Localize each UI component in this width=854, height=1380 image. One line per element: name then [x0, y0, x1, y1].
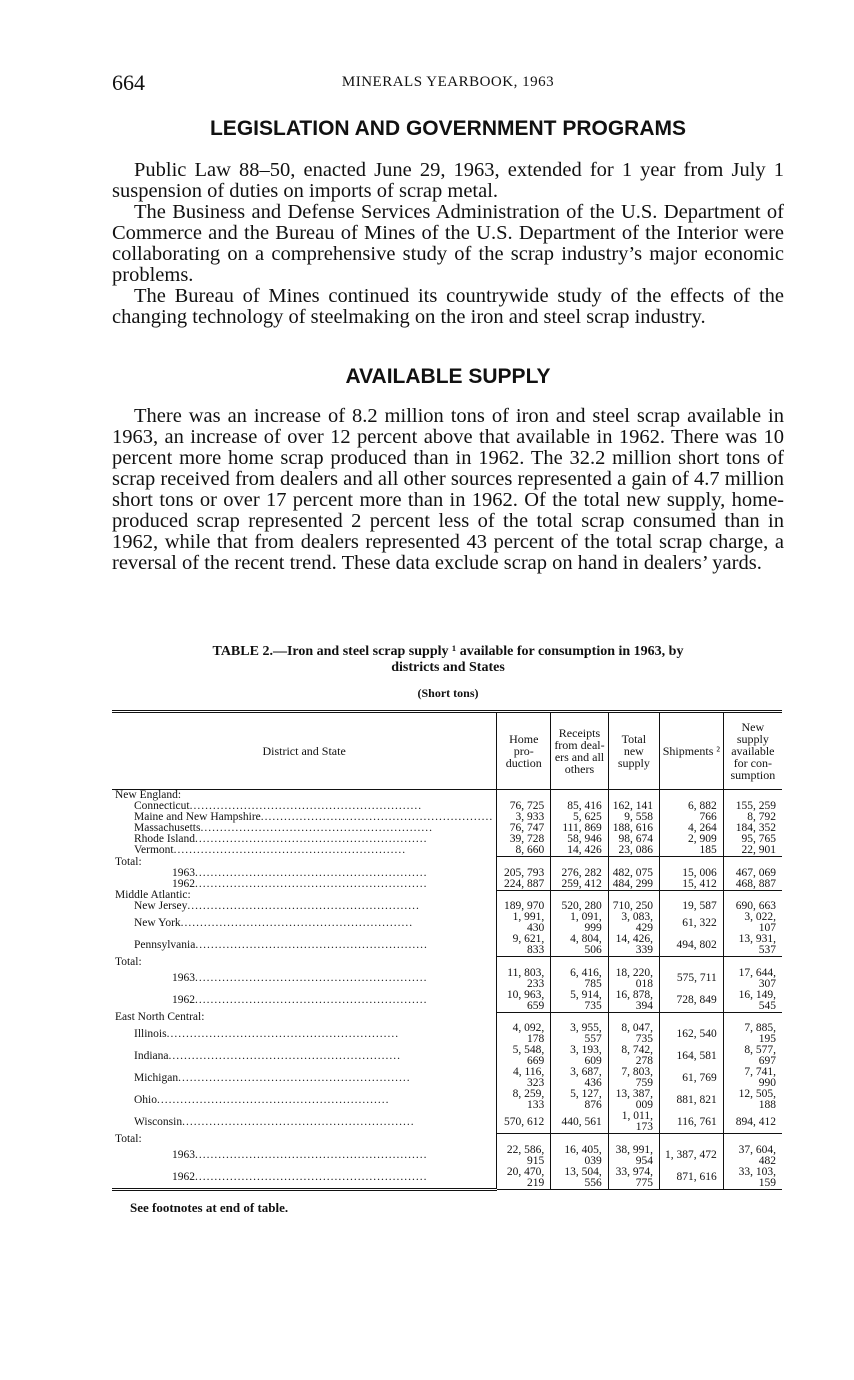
row-label-text: 1962 — [172, 1170, 195, 1183]
cell-value: 3, 687, 436 — [551, 1067, 609, 1089]
total-label-row — [112, 857, 782, 868]
cell-value: 76, 725 — [497, 801, 551, 812]
cell-value: 8, 660 — [497, 845, 551, 857]
cell-value: 6, 416, 785 — [551, 968, 609, 990]
col-header: New supply available for con-sumption — [723, 712, 782, 790]
cell-value: 8, 577, 697 — [723, 1045, 782, 1067]
leader-dots: ............................................................ — [195, 1149, 428, 1161]
row-label — [112, 1145, 497, 1167]
cell-value: 520, 280 — [551, 901, 609, 912]
state-row — [112, 812, 782, 823]
legislation-text — [112, 160, 784, 328]
cell-value: 58, 946 — [551, 834, 609, 845]
row-label — [112, 868, 497, 879]
cell-value — [608, 857, 659, 868]
cell-value: 38, 991, 954 — [608, 1145, 659, 1167]
cell-value: 184, 352 — [723, 823, 782, 834]
state-row — [112, 823, 782, 834]
cell-value: 61, 322 — [659, 912, 723, 934]
row-label-text: Illinois — [134, 1027, 167, 1040]
cell-value: 10, 963, 659 — [497, 990, 551, 1013]
row-label — [112, 1023, 497, 1045]
cell-value: 14, 426, 339 — [608, 934, 659, 957]
cell-value: 116, 761 — [659, 1111, 723, 1134]
row-label-text: Total: — [115, 956, 142, 968]
total-row — [112, 968, 782, 990]
row-label-text: Vermont — [134, 845, 174, 857]
row-label-text: New England: — [115, 789, 182, 801]
total-label-row — [112, 1134, 782, 1145]
table-units: (Short tons) — [417, 686, 479, 700]
leader-dots: ............................................................ — [166, 1027, 400, 1040]
district-row — [112, 790, 782, 802]
cell-value: 8, 047, 735 — [608, 1023, 659, 1045]
cell-value: 5, 625 — [551, 812, 609, 823]
col-header: Total new supply — [608, 712, 659, 790]
cell-value: 18, 220, 018 — [608, 968, 659, 990]
leader-dots: ............................................................ — [178, 1071, 411, 1084]
cell-value: 111, 869 — [551, 823, 609, 834]
cell-value: 8, 259, 133 — [497, 1089, 551, 1111]
state-row — [112, 801, 782, 812]
cell-value: 33, 103, 159 — [723, 1167, 782, 1190]
cell-value: 1, 991, 430 — [497, 912, 551, 934]
cell-value: 766 — [659, 812, 723, 823]
cell-value: 484, 299 — [608, 879, 659, 891]
row-label-text: 1962 — [172, 994, 195, 1007]
paragraph: The Bureau of Mines continued its countrywide study of the effects of the changing technology of steelmaking on the iron and steel scrap industry. — [112, 285, 784, 328]
row-label — [112, 879, 497, 891]
row-label-text: Connecticut — [134, 801, 190, 812]
paragraph: Public Law 88–50, enacted June 29, 1963, extended for 1 year from July 1 suspension of duties on imports of scrap metal. — [112, 159, 784, 202]
state-row — [112, 1067, 782, 1089]
cell-value: 16, 405, 039 — [551, 1145, 609, 1167]
cell-value: 13, 931, 537 — [723, 934, 782, 957]
cell-value — [659, 957, 723, 968]
cell-value: 1, 011, 173 — [608, 1111, 659, 1134]
leader-dots: ............................................................ — [157, 1093, 390, 1106]
page-number: 664 — [112, 70, 145, 95]
cell-value: 3, 193, 609 — [551, 1045, 609, 1067]
table-header-row — [112, 712, 782, 790]
cell-value: 22, 901 — [723, 845, 782, 857]
cell-value — [723, 1134, 782, 1145]
row-label — [112, 1134, 497, 1145]
cell-value: 3, 022, 107 — [723, 912, 782, 934]
cell-value: 162, 540 — [659, 1023, 723, 1045]
cell-value: 20, 470, 219 — [497, 1167, 551, 1190]
row-label-text: 1963 — [172, 867, 195, 879]
row-label — [112, 1089, 497, 1111]
cell-value: 9, 558 — [608, 812, 659, 823]
cell-value: 23, 086 — [608, 845, 659, 857]
row-label — [112, 790, 497, 802]
cell-value: 16, 878, 394 — [608, 990, 659, 1013]
row-label — [112, 890, 497, 901]
cell-value: 8, 742, 278 — [608, 1045, 659, 1067]
cell-value: 7, 741, 990 — [723, 1067, 782, 1089]
row-label-text: 1963 — [172, 1149, 195, 1161]
cell-value: 6, 882 — [659, 801, 723, 812]
cell-value: 17, 644, 307 — [723, 968, 782, 990]
row-label — [112, 968, 497, 990]
cell-value: 95, 765 — [723, 834, 782, 845]
cell-value: 4, 116, 323 — [497, 1067, 551, 1089]
cell-value — [608, 1134, 659, 1145]
cell-value: 3, 083, 429 — [608, 912, 659, 934]
cell-value: 13, 504, 556 — [551, 1167, 609, 1190]
cell-value: 76, 747 — [497, 823, 551, 834]
cell-value: 15, 412 — [659, 879, 723, 891]
cell-value: 570, 612 — [497, 1111, 551, 1134]
cell-value: 155, 259 — [723, 801, 782, 812]
leader-dots: ............................................................ — [168, 1049, 401, 1062]
cell-value: 881, 821 — [659, 1089, 723, 1111]
row-label-text: New Jersey — [134, 901, 188, 912]
row-label — [112, 801, 497, 812]
cell-value — [551, 857, 609, 868]
cell-value — [659, 857, 723, 868]
row-label-text: East North Central: — [115, 1012, 205, 1023]
row-label — [112, 857, 497, 868]
paragraph: There was an increase of 8.2 million tons of iron and steel scrap available in 1963, an increase of over 12 percent above that available in 1962. There was 10 percent more home scrap produced than in 1962. The 32.2 million short tons of scrap received from dealers and all other sources represented a gain of 4.7 million short tons or over 17 percent more than in 1962. Of the total new supply, home-produced scrap represented 2 percent less of the total scrap consumed than in 1962, while that from dealers represented 43 percent of the total scrap charge, a reversal of the recent trend. These data exclude scrap on hand in dealers’ yards. — [112, 405, 784, 574]
leader-dots: ............................................................ — [260, 812, 494, 823]
row-label-text: Total: — [115, 1133, 142, 1145]
cell-value — [659, 1134, 723, 1145]
cell-value: 61, 769 — [659, 1067, 723, 1089]
running-title: MINERALS YEARBOOK, 1963 — [341, 74, 555, 90]
state-row — [112, 912, 782, 934]
cell-value: 189, 970 — [497, 901, 551, 912]
cell-value — [608, 957, 659, 968]
col-header: Home pro-duction — [497, 712, 551, 790]
district-row — [112, 1012, 782, 1023]
cell-value: 16, 149, 545 — [723, 990, 782, 1013]
state-row — [112, 901, 782, 912]
row-label — [112, 990, 497, 1013]
row-label-text: New York — [134, 916, 181, 929]
cell-value: 276, 282 — [551, 868, 609, 879]
cell-value: 188, 616 — [608, 823, 659, 834]
cell-value: 440, 561 — [551, 1111, 609, 1134]
row-label-text: Indiana — [134, 1049, 169, 1062]
leader-dots: ............................................................ — [182, 1115, 415, 1128]
row-label-text: Massachusetts — [134, 823, 201, 834]
supply-text — [112, 406, 784, 574]
state-row — [112, 1023, 782, 1045]
total-row — [112, 879, 782, 891]
cell-value: 871, 616 — [659, 1167, 723, 1190]
row-label-text: 1963 — [172, 972, 195, 984]
cell-value — [551, 1134, 609, 1145]
cell-value: 11, 803, 233 — [497, 968, 551, 990]
cell-value: 4, 264 — [659, 823, 723, 834]
section-title-legislation: LEGISLATION AND GOVERNMENT PROGRAMS — [209, 117, 686, 140]
table-caption — [112, 644, 784, 701]
state-row — [112, 834, 782, 845]
state-row — [112, 1111, 782, 1134]
row-label — [112, 934, 497, 957]
cell-value: 205, 793 — [497, 868, 551, 879]
cell-value: 575, 711 — [659, 968, 723, 990]
leader-dots: ............................................................ — [200, 823, 433, 834]
cell-value: 12, 505, 188 — [723, 1089, 782, 1111]
cell-value: 33, 974, 775 — [608, 1167, 659, 1190]
total-row — [112, 868, 782, 879]
cell-value: 710, 250 — [608, 901, 659, 912]
cell-value: 7, 885, 195 — [723, 1023, 782, 1045]
table-caption-line2: districts and States — [391, 660, 505, 675]
cell-value: 3, 933 — [497, 812, 551, 823]
state-row — [112, 845, 782, 857]
cell-value: 85, 416 — [551, 801, 609, 812]
cell-value: 162, 141 — [608, 801, 659, 812]
cell-value: 7, 803, 759 — [608, 1067, 659, 1089]
total-label-row — [112, 957, 782, 968]
cell-value: 2, 909 — [659, 834, 723, 845]
row-label-text: Pennsylvania — [134, 938, 196, 951]
cell-value — [659, 1012, 723, 1023]
col-header: Shipments ² — [659, 712, 723, 790]
cell-value: 22, 586, 915 — [497, 1145, 551, 1167]
row-label — [112, 823, 497, 834]
col-header: Receipts from deal-ers and all others — [551, 712, 609, 790]
row-label — [112, 1067, 497, 1089]
cell-value: 13, 387, 009 — [608, 1089, 659, 1111]
cell-value: 494, 802 — [659, 934, 723, 957]
row-label — [112, 957, 497, 968]
row-label-text: Maine and New Hampshire — [134, 812, 261, 823]
row-label-text: Ohio — [134, 1093, 157, 1106]
row-label — [112, 1012, 497, 1023]
leader-dots: ............................................................ — [180, 916, 414, 929]
row-label-text: Rhode Island — [134, 834, 196, 845]
cell-value: 3, 955, 557 — [551, 1023, 609, 1045]
cell-value: 894, 412 — [723, 1111, 782, 1134]
cell-value: 9, 621, 833 — [497, 934, 551, 957]
cell-value — [723, 857, 782, 868]
col-header: District and State — [112, 712, 497, 790]
row-label-text: Wisconsin — [134, 1115, 183, 1128]
cell-value: 185 — [659, 845, 723, 857]
row-label — [112, 1111, 497, 1134]
cell-value: 98, 674 — [608, 834, 659, 845]
leader-dots: ............................................................ — [187, 901, 420, 912]
row-label-text: Michigan — [134, 1071, 179, 1084]
cell-value: 8, 792 — [723, 812, 782, 823]
cell-value: 4, 092, 178 — [497, 1023, 551, 1045]
row-label-text: Total: — [115, 856, 142, 868]
state-row — [112, 934, 782, 957]
row-label — [112, 901, 497, 912]
row-label — [112, 845, 497, 857]
paragraph: The Business and Defense Services Administration of the U.S. Department of Commerce and the Bureau of Mines of the U.S. Department of the Interior were collaborating on a comprehensive study of the scrap industry’s major economic problems. — [112, 201, 784, 286]
row-label — [112, 1167, 497, 1190]
total-row — [112, 1145, 782, 1167]
cell-value: 164, 581 — [659, 1045, 723, 1067]
leader-dots: ............................................................ — [195, 972, 428, 984]
cell-value: 5, 548, 669 — [497, 1045, 551, 1067]
cell-value: 1, 387, 472 — [659, 1145, 723, 1167]
cell-value — [497, 957, 551, 968]
cell-value — [497, 1134, 551, 1145]
state-row — [112, 1089, 782, 1111]
cell-value: 728, 849 — [659, 990, 723, 1013]
cell-value: 37, 604, 482 — [723, 1145, 782, 1167]
cell-value: 14, 426 — [551, 845, 609, 857]
cell-value: 15, 006 — [659, 868, 723, 879]
row-label-text: Middle Atlantic: — [115, 890, 191, 901]
leader-dots: ............................................................ — [195, 878, 428, 890]
cell-value: 259, 412 — [551, 879, 609, 891]
leader-dots: ............................................................ — [195, 867, 428, 879]
cell-value: 482, 075 — [608, 868, 659, 879]
row-label — [112, 834, 497, 845]
cell-value — [497, 857, 551, 868]
cell-value: 224, 887 — [497, 879, 551, 891]
cell-value: 19, 587 — [659, 901, 723, 912]
section-title-supply: AVAILABLE SUPPLY — [345, 365, 551, 388]
table-body — [112, 790, 782, 1190]
row-label-text: 1962 — [172, 878, 195, 890]
leader-dots: ............................................................ — [195, 834, 428, 845]
table-footnote: See footnotes at end of table. — [130, 1200, 289, 1215]
cell-value: 39, 728 — [497, 834, 551, 845]
leader-dots: ............................................................ — [195, 938, 428, 951]
total-row — [112, 990, 782, 1013]
leader-dots: ............................................................ — [173, 845, 407, 857]
leader-dots: ............................................................ — [195, 994, 428, 1007]
cell-value: 467, 069 — [723, 868, 782, 879]
page-header — [112, 70, 784, 94]
row-label — [112, 812, 497, 823]
cell-value: 5, 914, 735 — [551, 990, 609, 1013]
cell-value: 4, 804, 506 — [551, 934, 609, 957]
total-row — [112, 1167, 782, 1190]
row-label — [112, 1045, 497, 1067]
scrap-supply-table — [112, 710, 782, 1191]
table-caption-line1: TABLE 2.—Iron and steel scrap supply ¹ available for consumption in 1963, by — [212, 644, 684, 659]
leader-dots: ............................................................ — [195, 1170, 428, 1183]
state-row — [112, 1045, 782, 1067]
cell-value: 5, 127, 876 — [551, 1089, 609, 1111]
cell-value — [723, 957, 782, 968]
cell-value: 690, 663 — [723, 901, 782, 912]
cell-value: 1, 091, 999 — [551, 912, 609, 934]
leader-dots: ............................................................ — [189, 801, 423, 812]
row-label — [112, 912, 497, 934]
cell-value: 468, 887 — [723, 879, 782, 891]
cell-value — [551, 957, 609, 968]
